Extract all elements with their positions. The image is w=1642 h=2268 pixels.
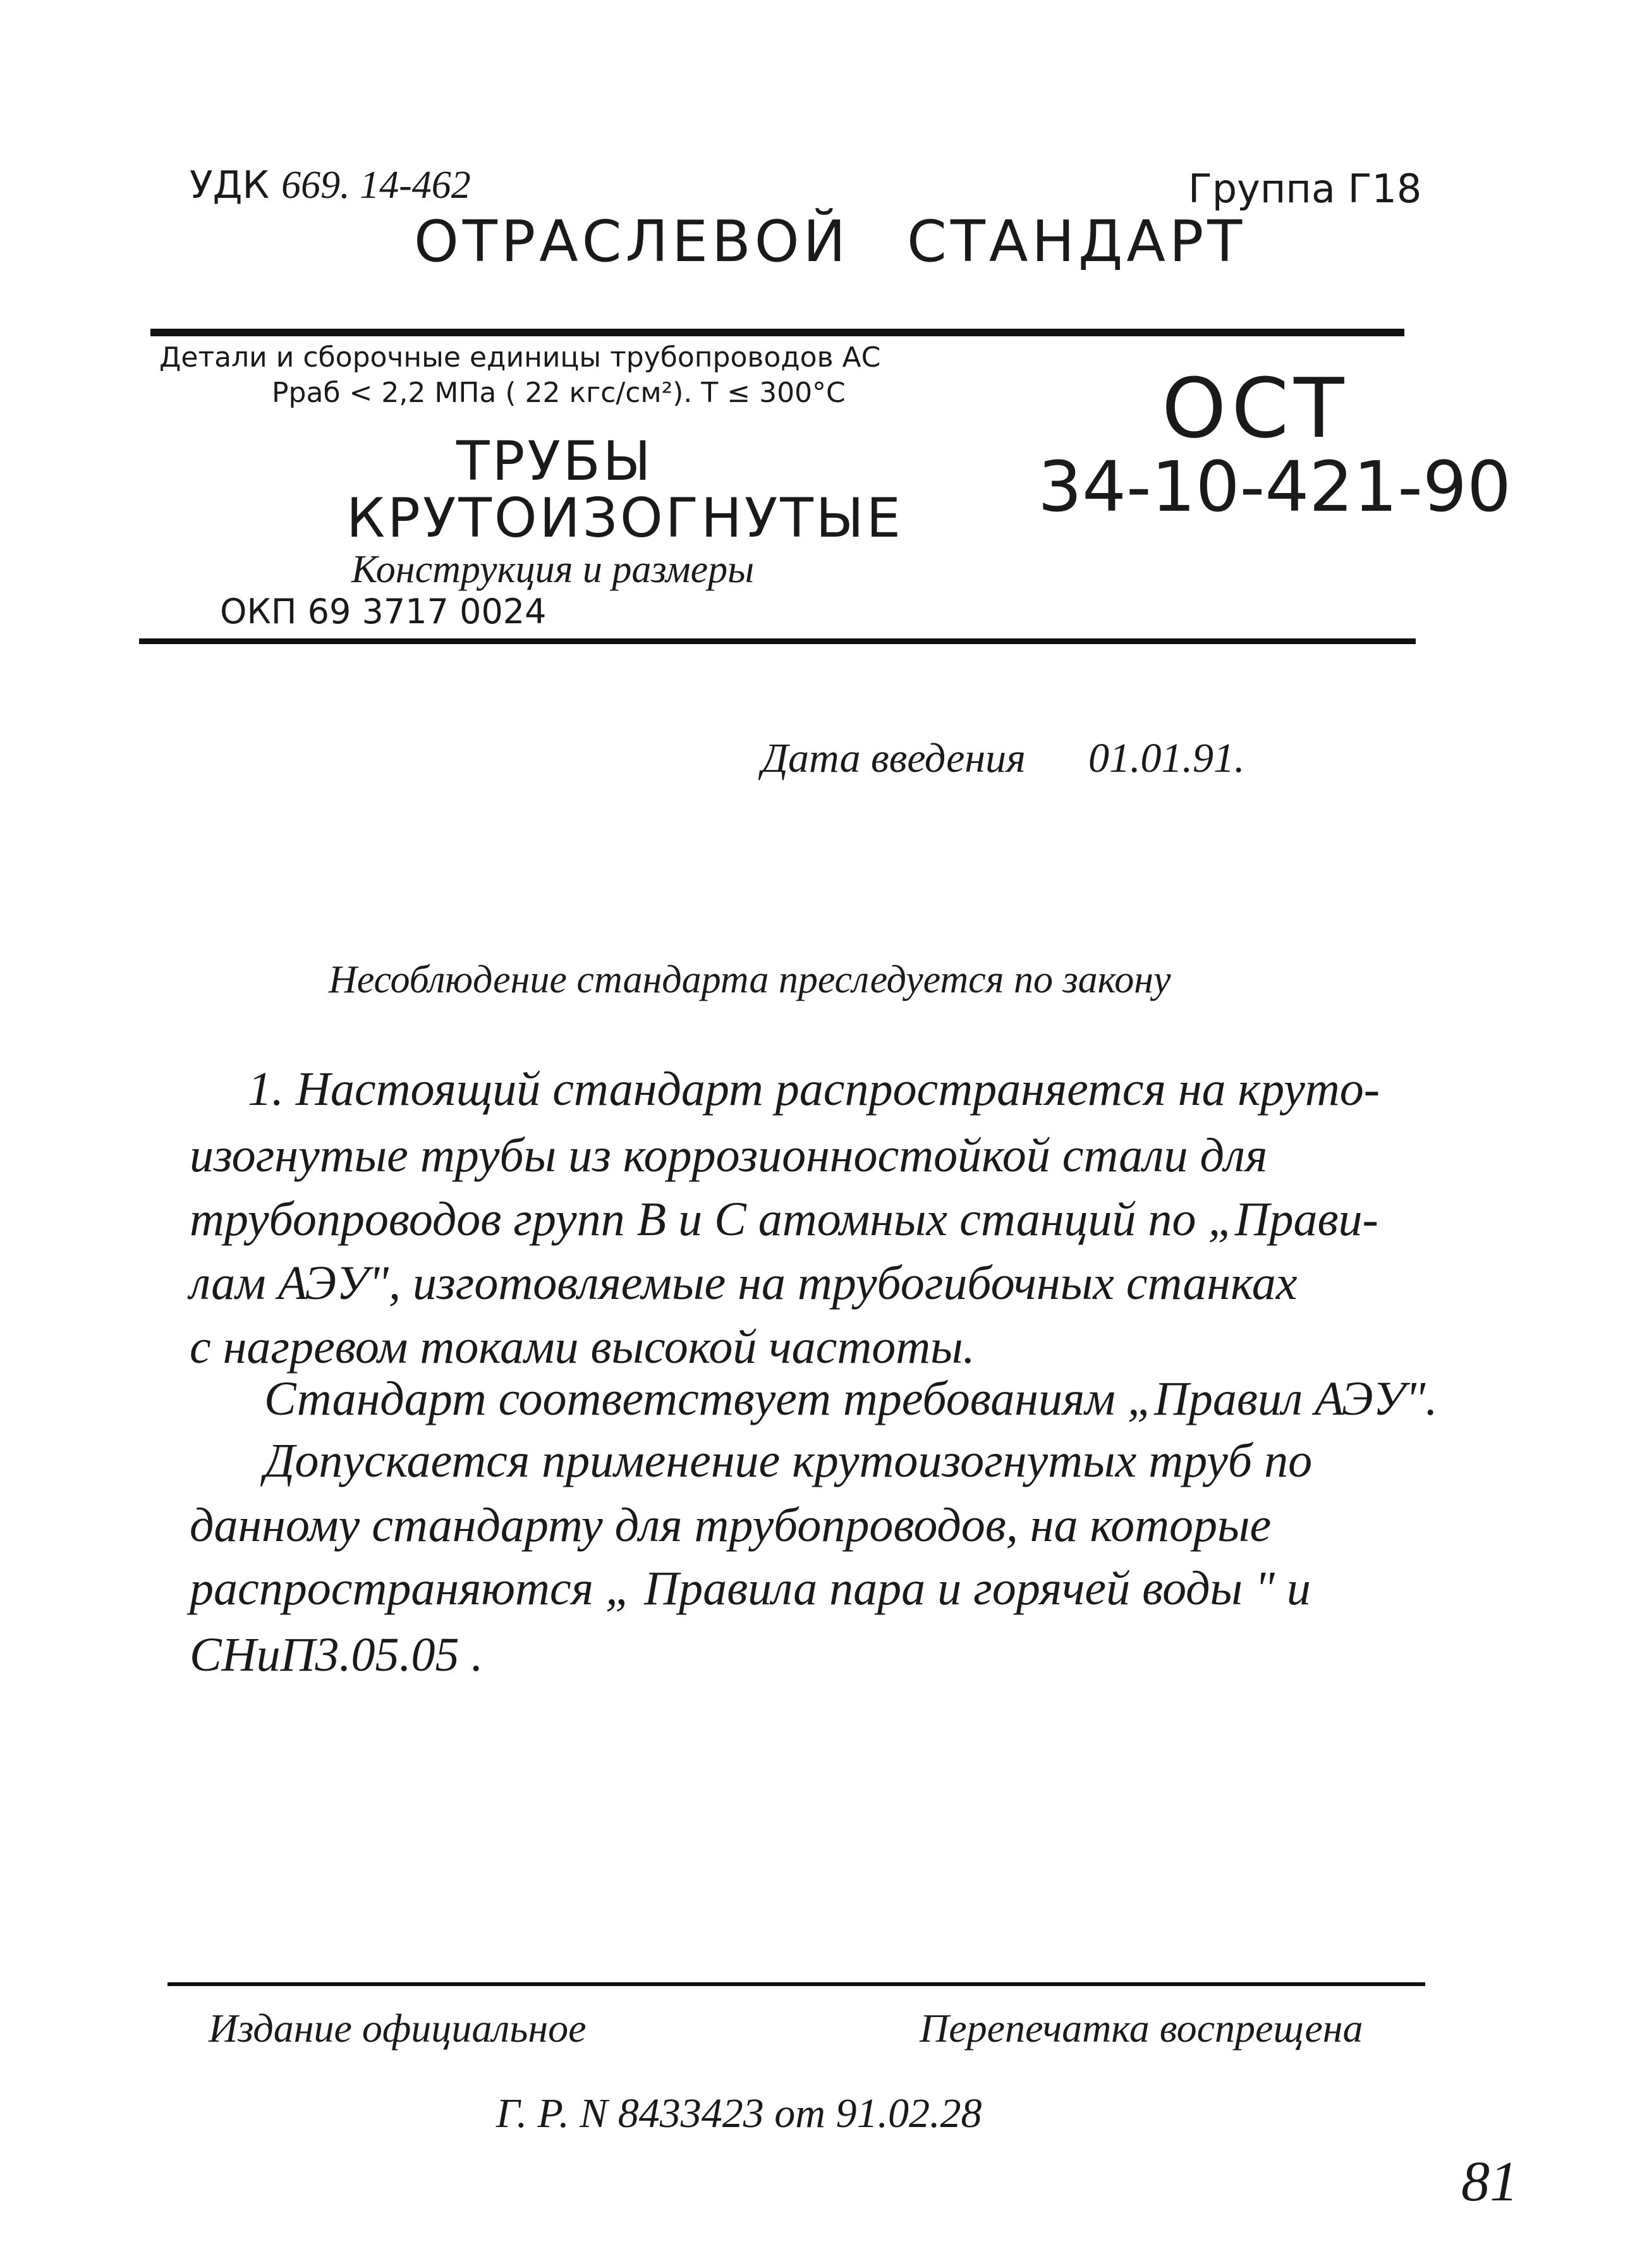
body-line: данному стандарту для трубопроводов, на которые <box>190 1499 1272 1552</box>
footer-divider <box>167 1982 1425 1986</box>
body-line: лам АЭУ", изготовляемые на трубогибочных станках <box>190 1257 1298 1310</box>
okp-code: ОКП 69 3717 0024 <box>220 592 547 631</box>
body-line: распространяются „ Правила пара и горячей воды " и <box>190 1562 1311 1615</box>
body-line: Стандарт соответствует требованиям „Правил АЭУ". <box>264 1372 1438 1425</box>
document-title-line2: КРУТОИЗОГНУТЫЕ <box>346 487 903 550</box>
udk-label: УДК <box>190 163 270 207</box>
udk-value: 669. 14-462 <box>281 164 471 207</box>
body-line: изогнутые трубы из коррозионностойкой стали для <box>190 1129 1268 1182</box>
group-label: Группа Г18 <box>1188 166 1422 212</box>
title-block-divider <box>139 638 1416 644</box>
reprint-note: Перепечатка воспрещена <box>920 2006 1363 2051</box>
body-line: 1. Настоящий стандарт распространяется на круто- <box>248 1063 1380 1116</box>
ost-number: 34-10-421-90 <box>1038 446 1511 527</box>
body-line: СНиП3.05.05 . <box>190 1628 483 1681</box>
scope-text: Детали и сборочные единицы трубопроводов АС <box>159 341 881 374</box>
page-number: 81 <box>1461 2150 1518 2213</box>
body-line: с нагревом токами высокой частоты. <box>190 1320 975 1374</box>
pressure-conditions: Pраб < 2,2 МПа ( 22 кгс/см²). T ≤ 300°C <box>272 377 846 409</box>
body-line: трубопроводов групп B и C атомных станций по „Прави- <box>190 1193 1378 1246</box>
heading-industry: ОТРАСЛЕВОЙ <box>414 209 849 275</box>
heading-standard: СТАНДАРТ <box>907 209 1246 275</box>
document-title-line1: ТРУБЫ <box>456 430 654 493</box>
body-line: Допускается применение крутоизогнутых труб по <box>264 1434 1313 1487</box>
registration-number: Г. Р. N 8433423 от 91.02.28 <box>496 2090 982 2137</box>
introduction-date-value: 01.01.91. <box>1088 735 1245 781</box>
law-notice: Несоблюдение стандарта преследуется по закону <box>329 958 1171 1001</box>
document-subtitle: Конструкция и размеры <box>351 548 755 591</box>
edition-note: Издание официальное <box>209 2006 587 2051</box>
introduction-date-label: Дата введения <box>762 735 1026 781</box>
top-divider <box>150 329 1404 336</box>
ost-label: ОСТ <box>1162 360 1349 456</box>
udk-code <box>190 163 471 208</box>
